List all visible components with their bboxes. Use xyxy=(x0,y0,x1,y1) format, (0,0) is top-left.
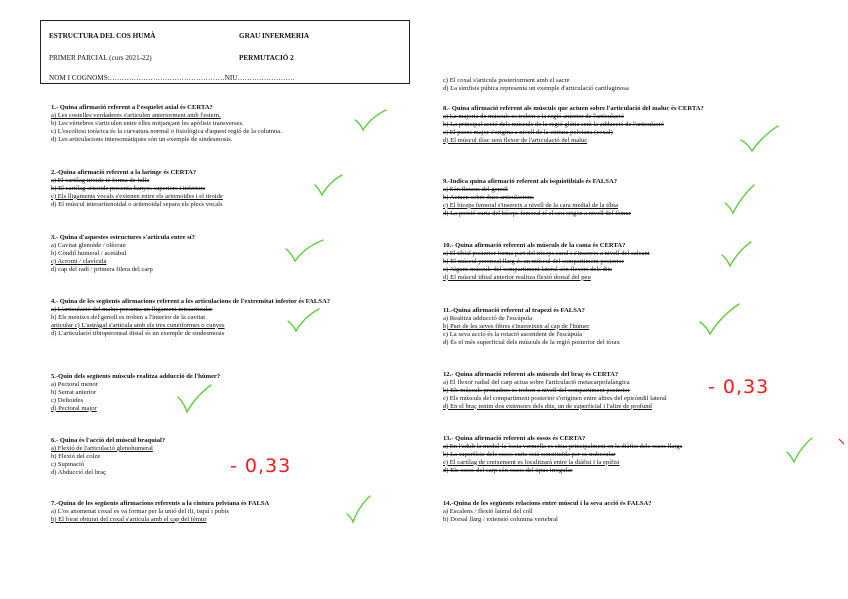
question-title: 2.-Quina afirmació referent a la laringe és CERTA? xyxy=(51,169,197,176)
red-tick-mark xyxy=(838,438,846,446)
question-5 xyxy=(51,373,396,413)
option-a: a) El tibial posterior forma part del tríceps sural i s'insereix a nivell del calcani xyxy=(443,249,650,257)
exam-label: PRIMER PARCIAL (curs 2021-22) xyxy=(49,54,152,62)
question-2 xyxy=(51,169,396,209)
option-a: a) Escalens / flexió lateral del coll xyxy=(443,507,533,515)
check-mark-icon xyxy=(175,383,213,415)
option-c: articular c) L'astràgal s'articula amb els tres cuneïformes o cunyes xyxy=(51,321,225,329)
question-title: 1.- Quina afirmació referent a l'esquelet axial és CERTA? xyxy=(51,104,213,111)
name-line: NOM I COGNOMS:…………………………………………NIU…………………… xyxy=(49,74,295,82)
question-6 xyxy=(51,437,396,477)
question-title: 13.- Quina afirmació referent als ossos és CERTA? xyxy=(443,435,586,442)
check-mark-icon xyxy=(344,494,372,524)
option-d: d) En el braç tenim dos extensors dels dits, un de superficial i l'altre de profund xyxy=(443,402,652,410)
option-b: b) Serrat anterior xyxy=(51,388,97,396)
option-b: b) Les vèrtebres s'articulen entre elles mitjançant les apòfisis transverses. xyxy=(51,119,244,127)
subject-title: ESTRUCTURA DEL COS HUMÀ xyxy=(49,32,156,40)
option-c: c) Acromi / clavícula xyxy=(51,257,107,265)
question-title: 10.- Quina afirmació referent als músculs de la cama és CERTA? xyxy=(443,242,626,249)
question-title: 5.-Quin dels següents músculs realitza adducció de l'húmer? xyxy=(51,373,221,380)
check-mark-icon xyxy=(784,436,814,464)
option-a: a) Són flexors del genoll xyxy=(443,185,508,193)
option-a: a) Realitza adducció de l'escàpula xyxy=(443,314,533,322)
option-d: d) Les articulacions intersomàtiques són un exemple de sindesmosis. xyxy=(51,135,233,143)
option-c: c) El cartílag de creixement es localitzarà entre la diàfisi i la epífisi xyxy=(443,458,620,466)
option-a: a) En l'adult la medul·la òssia vermella es situa principalment en la diàfisi dels ossos llargs xyxy=(443,442,683,450)
question-9 xyxy=(443,178,813,218)
option-b: b) La principal acció dels músculs de la regió glútia serà la adducció de l'articulació xyxy=(443,120,664,128)
question-title: 11.-Quina afirmació referent al trapezi és FALSA? xyxy=(443,307,585,314)
option-d: d) cap del radi / primera filera del carp xyxy=(51,265,153,273)
check-mark-icon xyxy=(697,302,741,336)
option-c: c) El bíceps femoral s'insereix a nivell de la cara medial de la tíbia xyxy=(443,201,618,209)
option-b: b) Els músculs pronadors es troben a nivell del compartiment posterior xyxy=(443,386,630,394)
check-mark-icon xyxy=(719,240,753,268)
option-c: c) Supinació xyxy=(51,460,85,468)
option-d: d) El múscul ilíac serà flexor de l'articulació del maluc xyxy=(443,136,588,144)
option-a: a) Flexió de l'articulació glenohumeral xyxy=(51,444,153,452)
question-title: 6.- Quina és l'acció del múscul braquial? xyxy=(51,437,166,444)
option-a: a) Les costelles verdaderes s'articulen anteriorment amb l'estern. xyxy=(51,111,221,119)
check-mark-icon xyxy=(722,183,756,215)
option-b: b) La superfície dels ossos curts està constituïda per os trabecular xyxy=(443,450,616,458)
check-mark-icon xyxy=(285,307,321,333)
option-a: a) Cavitat glenoide / olècran xyxy=(51,241,126,249)
score-deduction-q12: - 0,33 xyxy=(708,376,770,398)
option-a: a) El flexor radial del carp actua sobre l'articulació metacarpofalàngica xyxy=(443,378,630,386)
question-7-continued xyxy=(443,77,813,93)
option-d: d) L'articulació tibioperoneal distal és un exemple de sindesmosis xyxy=(51,329,225,337)
option-b: b) Actuen sobre dues articulacions xyxy=(443,193,534,201)
question-title: 14.-Quina de les següents relacions entre múscul i la seva acció és FALSA? xyxy=(443,500,652,507)
option-b: b) Còndil humeral / acetàbul xyxy=(51,249,127,257)
option-d: d) La símfisis púbica representa un exemple d'articulació cartilaginosa xyxy=(443,84,629,92)
score-deduction-q6: - 0,33 xyxy=(230,455,292,477)
question-title: 4.- Quina de les següents afirmacions referent a les articulacions de l'extremitat inferior és FALSA? xyxy=(51,298,331,305)
option-c: c) Deltoides xyxy=(51,396,84,404)
option-b: b) Els meniscs del genoll es troben a l'interior de la cavitat xyxy=(51,313,206,321)
option-c: c) Alguns músculs del compartiment lateral són flexors dels dits xyxy=(443,265,613,273)
option-c: c) L'escoliosi toràcica és la curvatura normal o fisiològica d'aquest regió de la columna. xyxy=(51,127,282,135)
question-8 xyxy=(443,105,773,145)
question-11 xyxy=(443,307,813,347)
question-title: 7.-Quina de les següents afirmacions referents a la cintura pelviana és FALSA xyxy=(51,500,270,507)
option-b: b) El forat obturat del coxal s'articula amb el cap del fèmur xyxy=(51,515,207,523)
option-a: a) La majoria de músculs es troben a la regió anterior de l'articulació xyxy=(443,112,624,120)
option-a: a) L'os anomenat coxal es va formar per la unió del ili, isquí i pubis xyxy=(51,507,229,515)
question-1 xyxy=(51,104,396,144)
question-title: 9.-Indica quina afirmació referent als isquiotibials és FALSA? xyxy=(443,178,618,185)
option-b: b) El cartílag cricoide presenta banyes superiors i inferiors xyxy=(51,184,206,192)
option-d: d) Els ossos del carp són ossos del tipus irregular xyxy=(443,466,573,474)
question-10 xyxy=(443,242,813,282)
question-4 xyxy=(51,298,396,338)
check-mark-icon xyxy=(312,173,344,197)
option-c: c) La seva acció és la rotació ascendent de l'escàpula xyxy=(443,330,583,338)
degree-title: GRAU INFERMERIA xyxy=(239,32,310,40)
option-b: b) Flexió del colze xyxy=(51,452,101,460)
check-mark-icon xyxy=(283,237,325,263)
question-title: 3.- Quina d'aquestes estructures s'articula entre sí? xyxy=(51,234,195,241)
option-d: d) El múscul interaritenoidal o aritenoidal separa els plecs vocals xyxy=(51,200,223,208)
option-d: d) El múscul tibial anterior realitza flexió dorsal del peu xyxy=(443,273,591,281)
option-c: c) Els lligaments vocals s'extenen entre els aritenoides i el tiroide xyxy=(51,192,223,200)
option-b: b) El múscul peroneal llarg és un múscul del compartiment posterior xyxy=(443,257,624,265)
question-title: 8.- Quina afirmació referent als músculs que actuen sobre l'articulació del maluc és CERTA? xyxy=(443,105,704,112)
question-13 xyxy=(443,435,813,475)
option-b: b) Dorsal llarg / extensió columna vertebral xyxy=(443,515,558,523)
check-mark-icon xyxy=(738,124,780,154)
option-a: a) Pectoral menor xyxy=(51,380,98,388)
option-c: c) Els músculs del compartiment posterior s'originen entre altres del epicòndil lateral xyxy=(443,394,667,402)
option-d: d) La porció curta del bíceps femoral té el seu origen a nivell del fèmur xyxy=(443,209,631,217)
option-b: b) Part de les seves fibres s'insereixen al cap de l'húmer xyxy=(443,322,590,330)
option-d: d) Pectoral major xyxy=(51,404,97,412)
check-mark-icon xyxy=(352,108,388,132)
question-title: 12.- Quina afirmació referent als músculs del braç és CERTA? xyxy=(443,371,619,378)
exam-header xyxy=(40,20,410,84)
option-c: c) El psoes major s'origina a nivell de la cintura pelviana (coxal) xyxy=(443,128,613,136)
question-3 xyxy=(51,234,396,274)
question-14 xyxy=(443,500,813,524)
option-a: a) El cartílag tiroide té forma de fulla xyxy=(51,176,150,184)
option-d: d) Abducció del braç xyxy=(51,468,107,476)
option-c: c) El coxal s'articula posteriorment amb el sacre xyxy=(443,77,570,84)
option-a: a) L'articulació del maluc presenta un lligament intraarticular xyxy=(51,305,213,313)
option-d: d) És el més superficial dels músculs de la regió posterior del tòrax xyxy=(443,338,620,346)
permutation-label: PERMUTACIÓ 2 xyxy=(239,54,294,62)
